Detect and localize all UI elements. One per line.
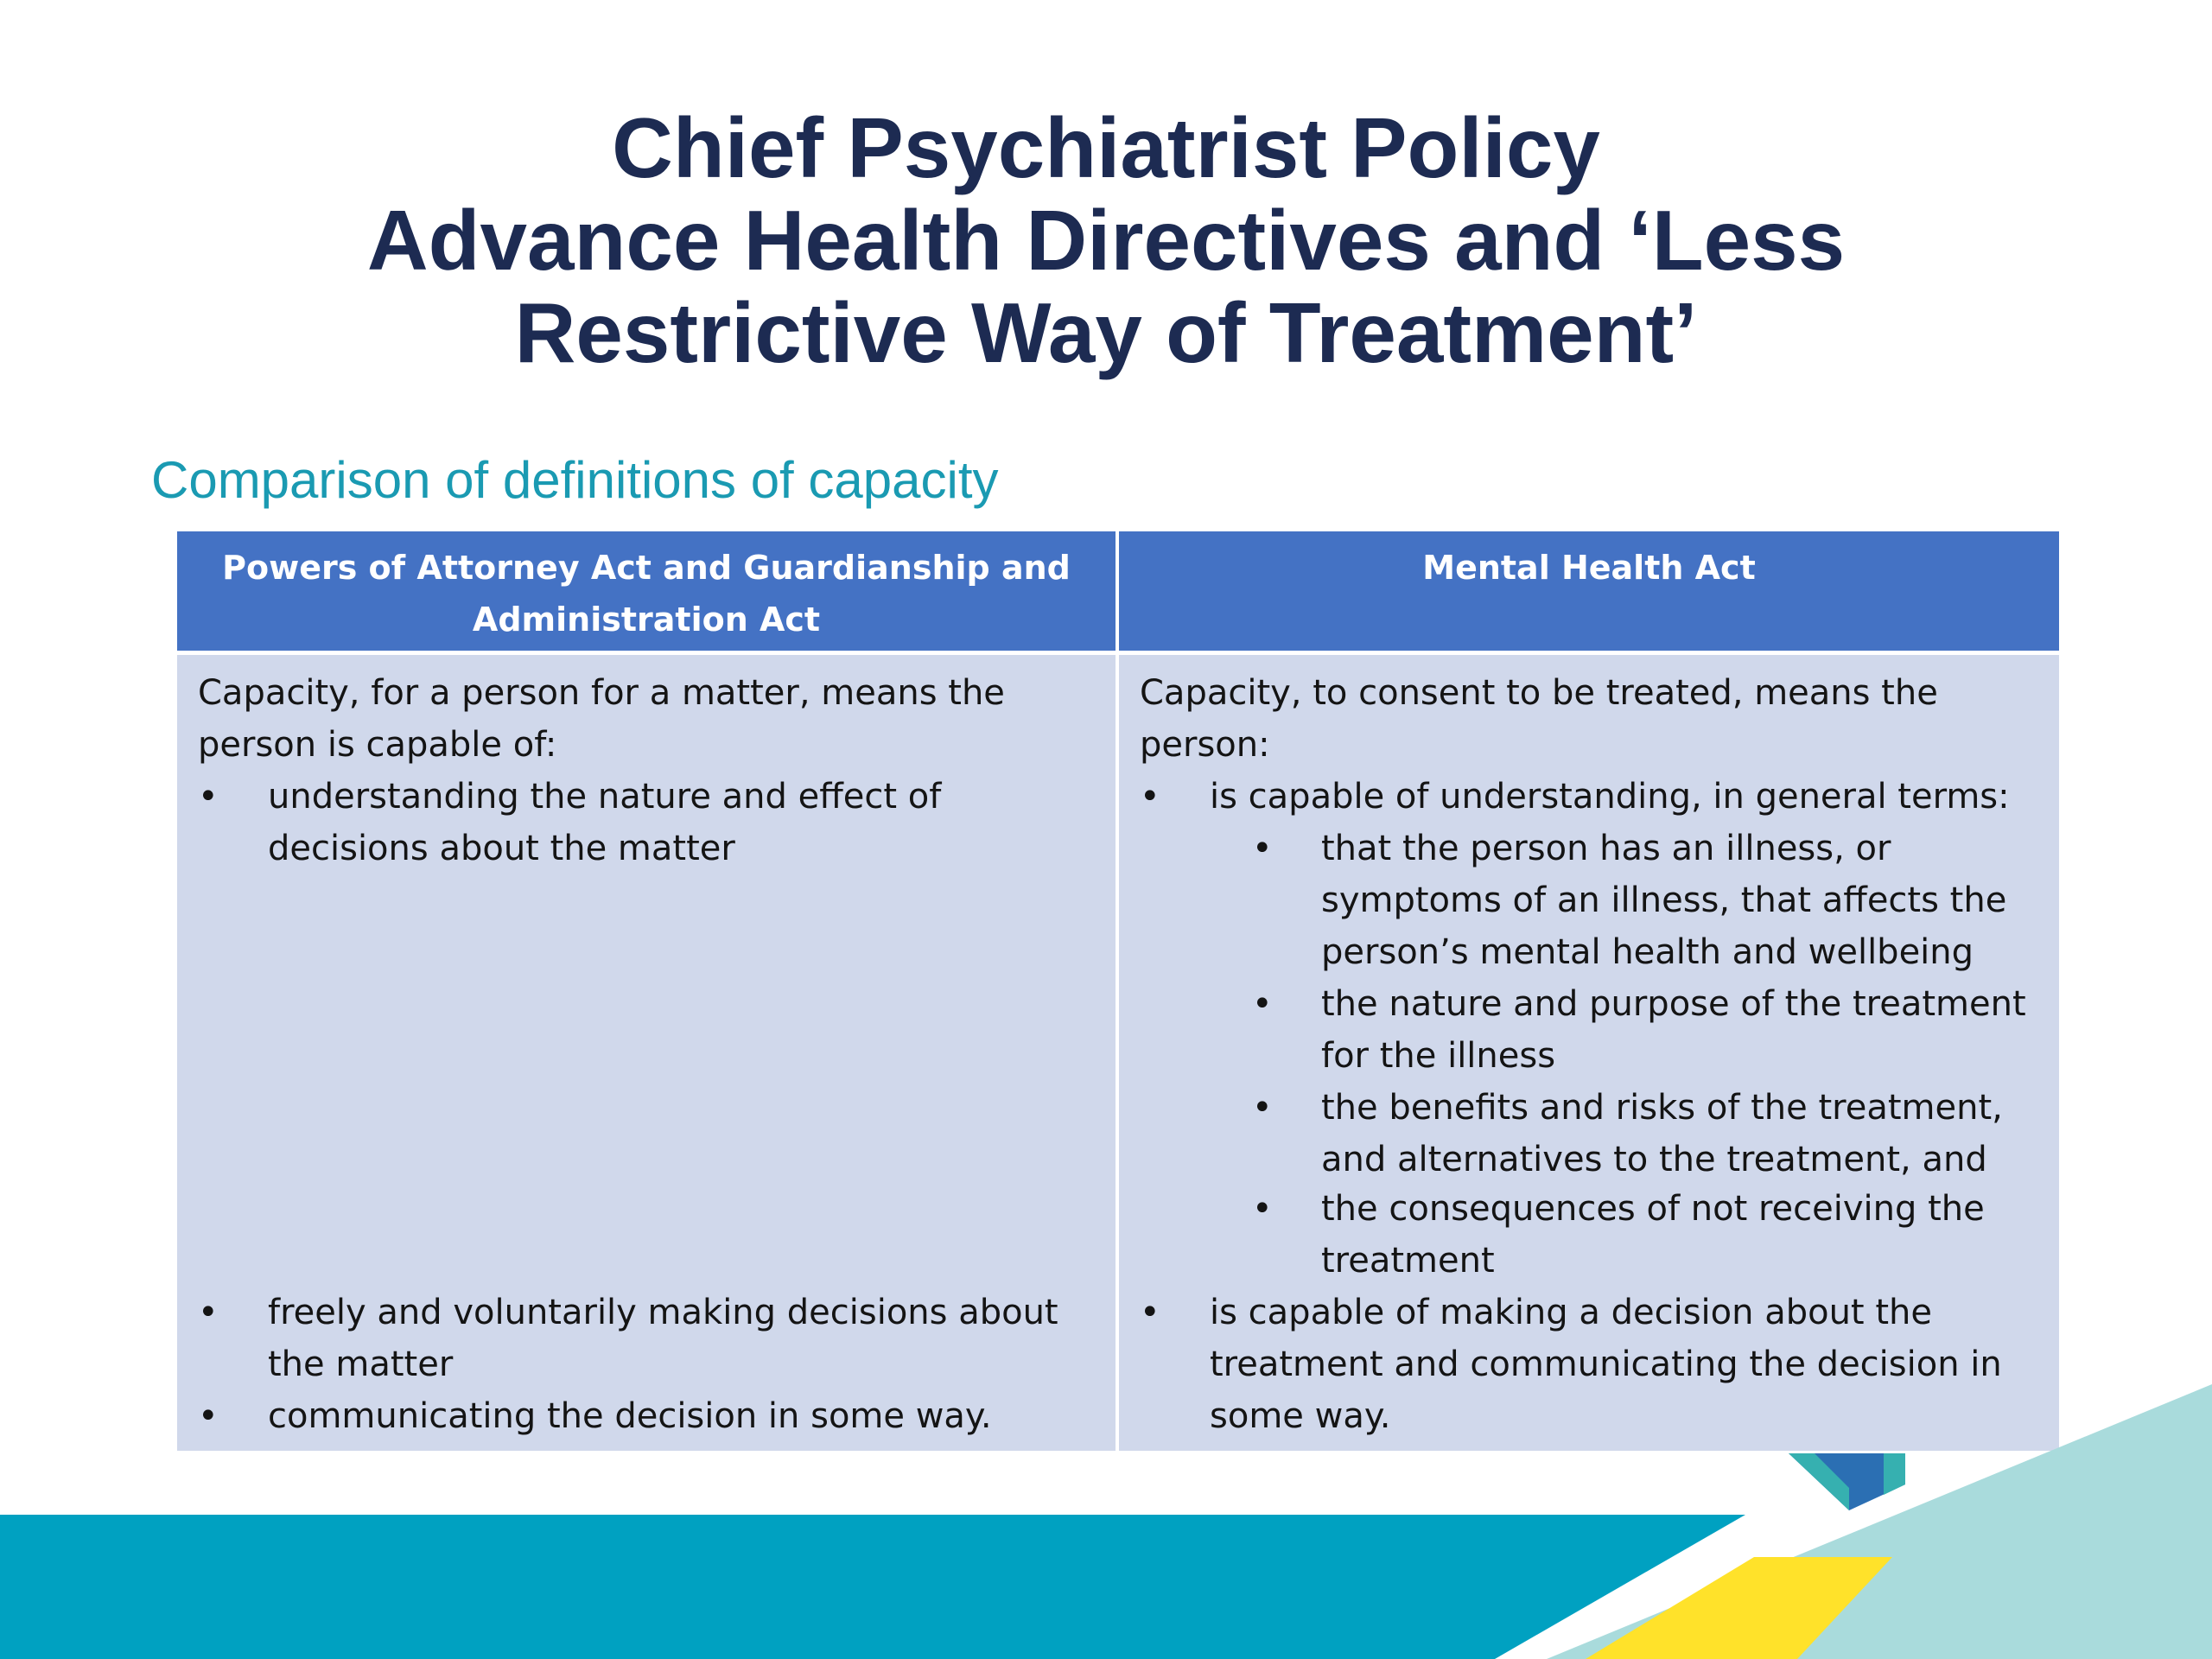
header-line: Administration Act	[472, 601, 821, 639]
bullet-icon: •	[1140, 777, 1160, 817]
list-line: that the person has an illness, or	[1321, 829, 1891, 868]
bullet-icon: •	[1252, 1088, 1273, 1128]
list-line: treatment and communicating the decision in	[1210, 1344, 2002, 1384]
list-line: the benefits and risks of the treatment,	[1321, 1088, 2003, 1128]
intro-line: person:	[1140, 725, 1270, 765]
bullet-icon: •	[198, 1396, 219, 1436]
bullet-icon: •	[1140, 1293, 1160, 1332]
list-line: some way.	[1210, 1396, 1391, 1436]
intro-line: Capacity, to consent to be treated, means the	[1140, 673, 1938, 713]
list-line: treatment	[1321, 1241, 1495, 1281]
title-line: Chief Psychiatrist Policy	[612, 100, 1600, 195]
list-line: for the illness	[1321, 1036, 1556, 1076]
chevron-logo-icon	[1789, 1453, 1905, 1510]
title-line: Advance Health Directives and ‘Less	[366, 193, 1846, 288]
bullet-icon: •	[198, 777, 219, 817]
slide-subtitle: Comparison of definitions of capacity	[151, 451, 999, 509]
bullet-icon: •	[1252, 1189, 1273, 1229]
list-line: understanding the nature and effect of	[268, 777, 942, 817]
header-line: Mental Health Act	[1422, 549, 1756, 587]
bullet-icon: •	[198, 1293, 219, 1332]
list-line: freely and voluntarily making decisions about	[268, 1293, 1058, 1332]
header-line: Powers of Attorney Act and Guardianship and	[222, 549, 1071, 587]
list-line: decisions about the matter	[268, 829, 735, 868]
list-line: person’s mental health and wellbeing	[1321, 932, 1974, 972]
title-line: Restrictive Way of Treatment’	[514, 285, 1698, 380]
list-line: the nature and purpose of the treatment	[1321, 984, 2026, 1024]
intro-line: person is capable of:	[198, 725, 557, 765]
list-line: and alternatives to the treatment, and	[1321, 1140, 1987, 1179]
list-line: is capable of making a decision about the	[1210, 1293, 1932, 1332]
footer-teal-band	[0, 1515, 1745, 1659]
list-line: the matter	[268, 1344, 454, 1384]
list-line: communicating the decision in some way.	[268, 1396, 992, 1436]
bullet-icon: •	[1252, 829, 1273, 868]
list-line: is capable of understanding, in general terms:	[1210, 777, 2010, 817]
list-line: the consequences of not receiving the	[1321, 1189, 1985, 1229]
list-line: symptoms of an illness, that affects the	[1321, 880, 2007, 920]
bullet-icon: •	[1252, 984, 1273, 1024]
intro-line: Capacity, for a person for a matter, means the	[198, 673, 1005, 713]
